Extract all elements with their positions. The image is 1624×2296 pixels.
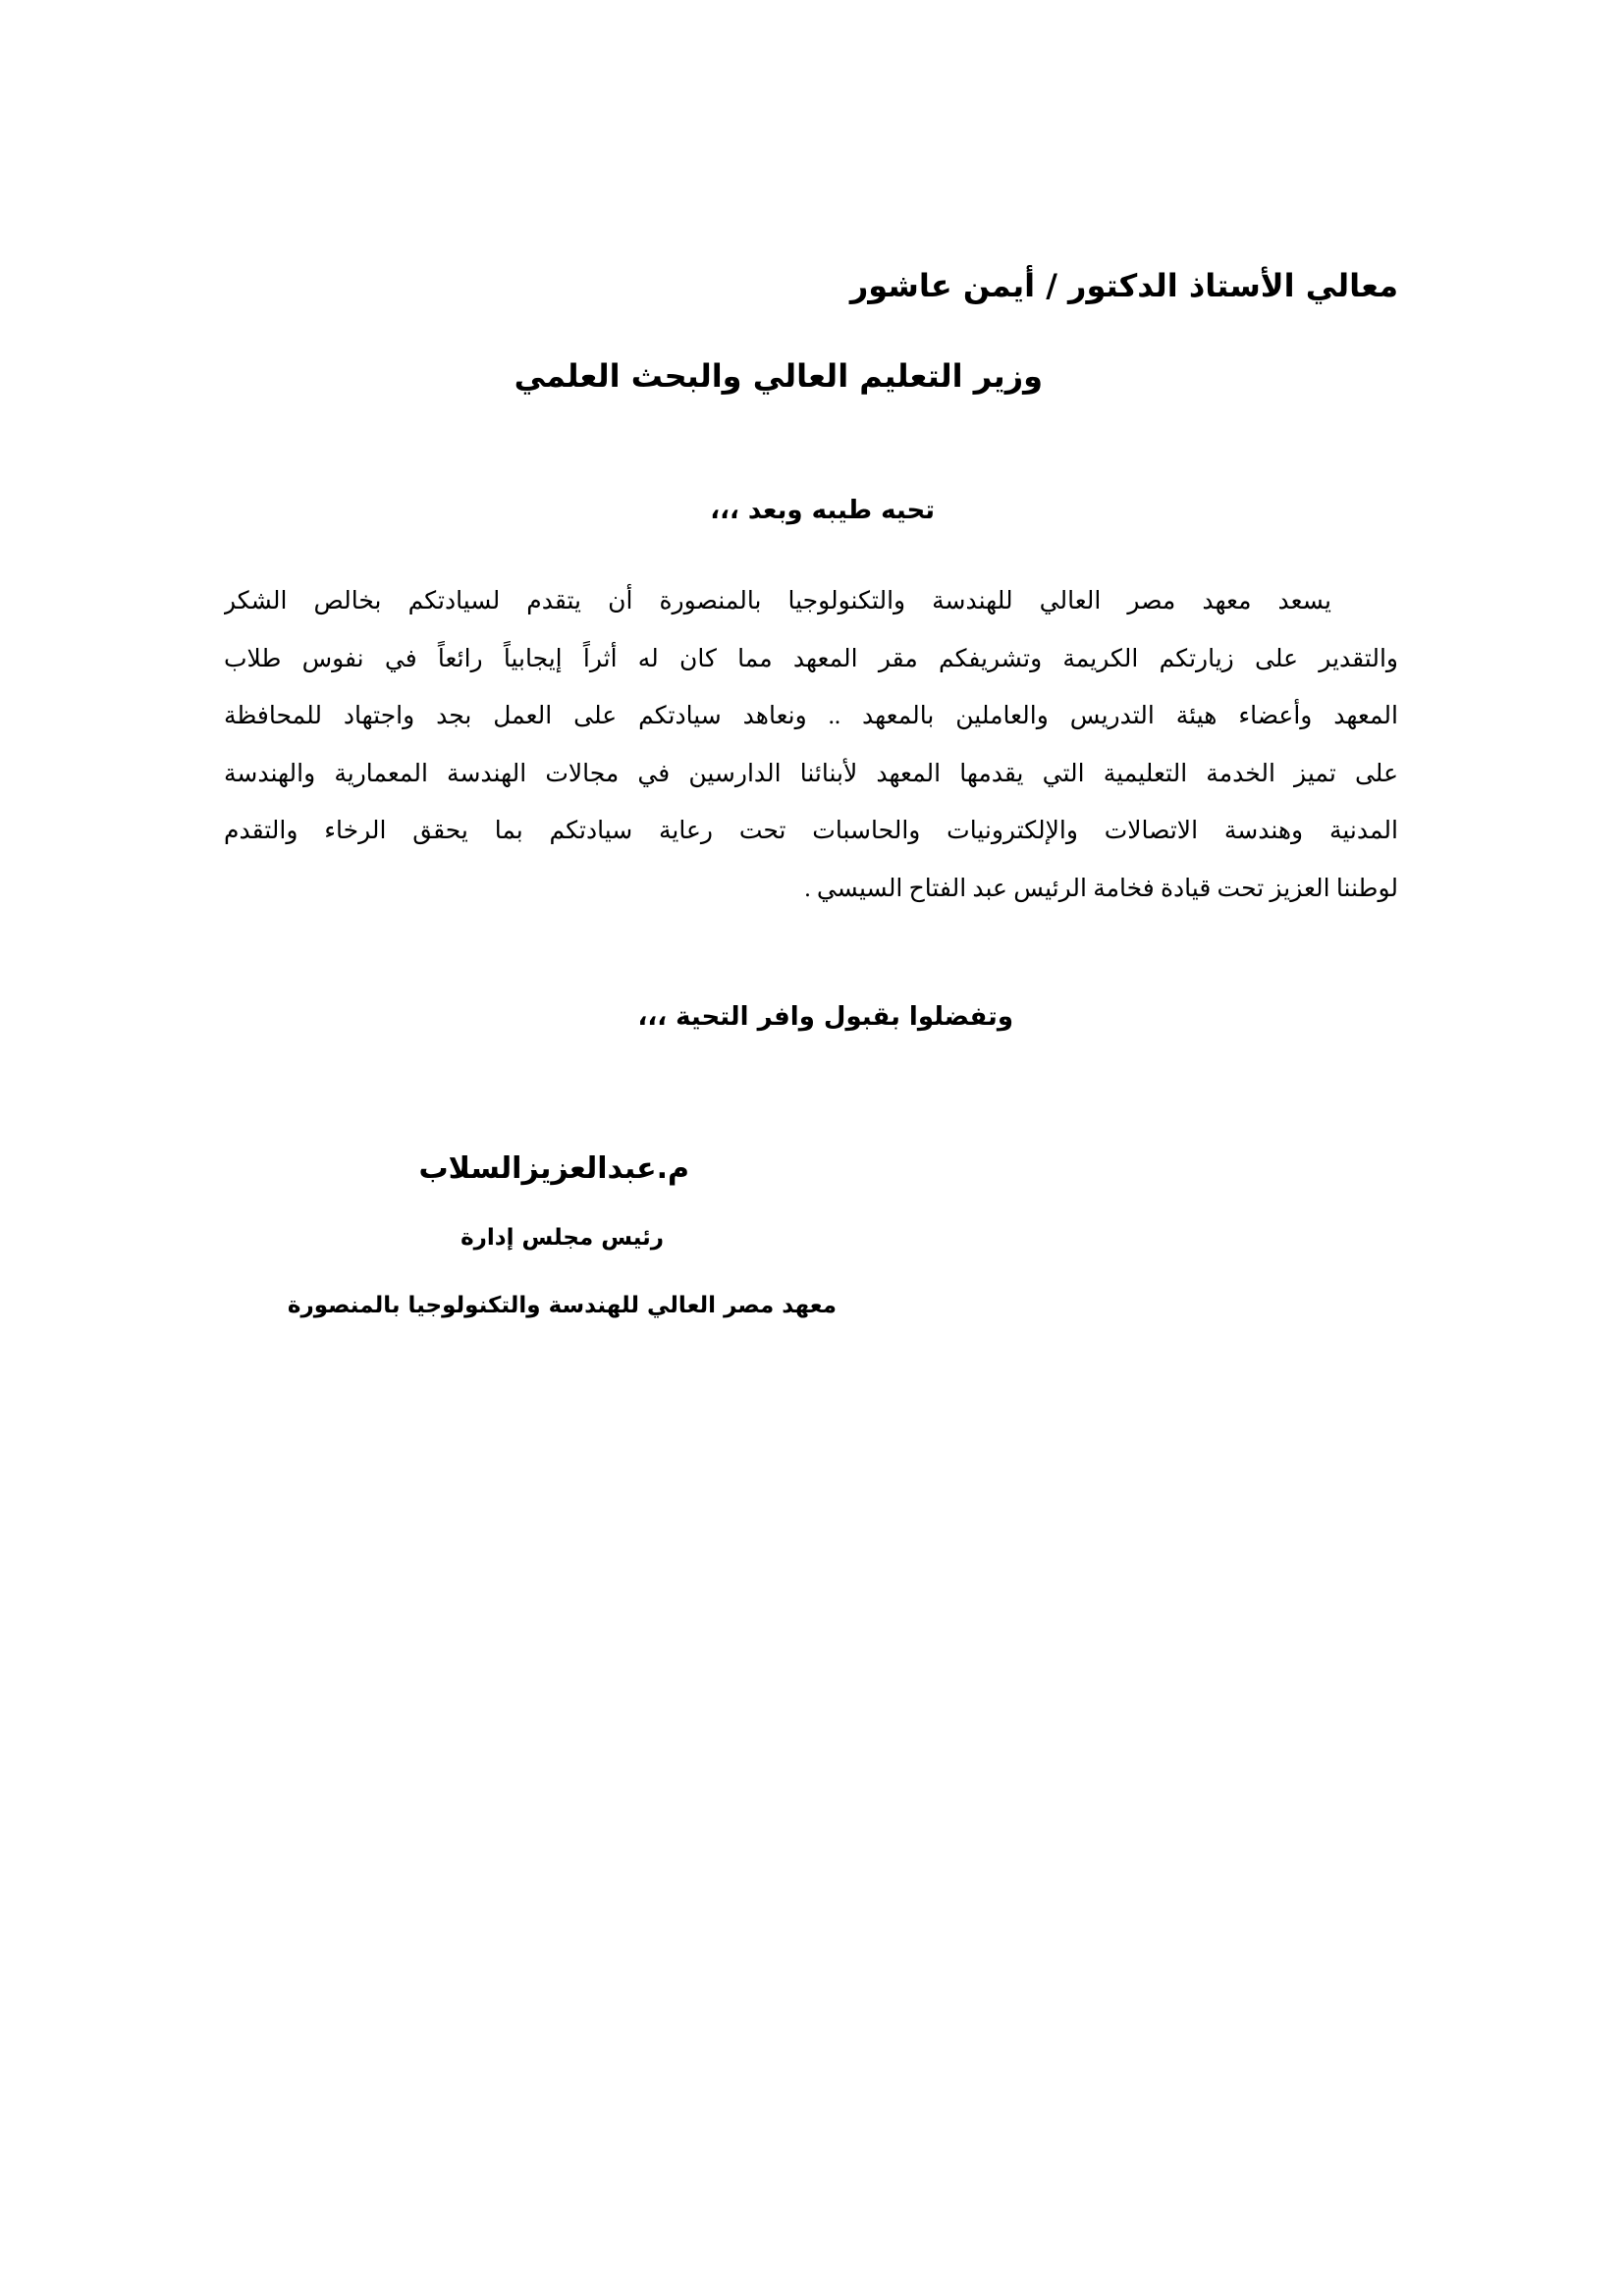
body-line: لوطننا العزيز تحت قيادة فخامة الرئيس عبد الفتاح السيسي .	[804, 875, 1398, 902]
letter-body	[224, 573, 1398, 919]
greeting-line: تحيه طيبه وبعد ،،،	[710, 496, 935, 525]
signer-organization: معهد مصر العالي للهندسة والتكنولوجيا بالمنصورة	[287, 1293, 837, 1318]
body-line: المعهد وأعضاء هيئة التدريس والعاملين بالمعهد .. ونعاهد سيادتكم على العمل بجد واجتهاد للمحافظة	[224, 703, 1398, 730]
body-line: على تميز الخدمة التعليمية التي يقدمها المعهد لأبنائنا الدارسين في مجالات الهندسة المعمارية والهندسة	[224, 760, 1398, 787]
addressee-title-line: وزير التعليم العالي والبحث العلمي	[514, 357, 1043, 395]
body-line: يسعد معهد مصر العالي للهندسة والتكنولوجيا بالمنصورة أن يتقدم لسيادتكم بخالص الشكر	[224, 588, 1331, 614]
signer-name: م.عبدالعزيزالسلاب	[418, 1151, 689, 1186]
closing-line: وتفضلوا بقبول وافر التحية ،،،	[637, 1002, 1013, 1032]
signer-title: رئيس مجلس إدارة	[460, 1225, 664, 1251]
body-line: المدنية وهندسة الاتصالات والإلكترونيات والحاسبات تحت رعاية سيادتكم بما يحقق الرخاء والتقدم	[224, 818, 1398, 845]
body-line: والتقدير على زيارتكم الكريمة وتشريفكم مقر المعهد مما كان له أثراً إيجابياً رائعاً في نفوس طلاب	[224, 645, 1398, 672]
addressee-name-line: معالي الأستاذ الدكتور / أيمن عاشور	[849, 267, 1398, 304]
